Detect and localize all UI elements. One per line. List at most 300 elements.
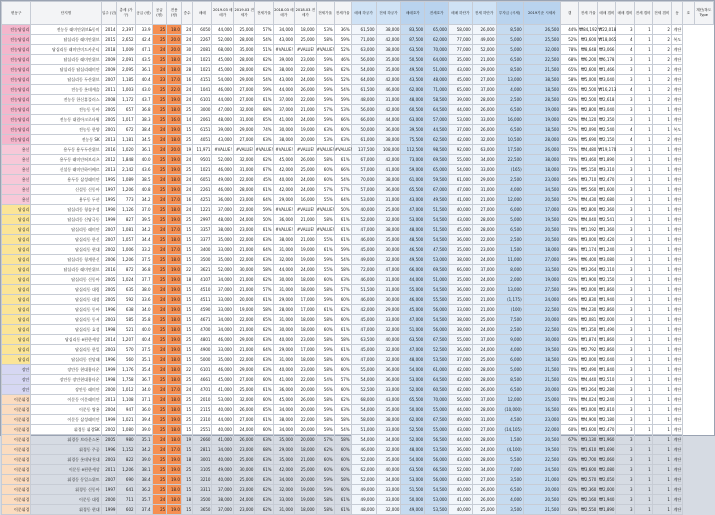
table-cell[interactable]: 3 xyxy=(616,55,634,65)
table-cell[interactable]: 37,000 xyxy=(212,205,234,215)
table-cell[interactable]: 3500 xyxy=(193,255,212,265)
table-cell[interactable]: 24,000 xyxy=(472,445,496,455)
table-cell[interactable]: 1 xyxy=(634,305,652,315)
table-cell[interactable]: 53,000 xyxy=(448,115,472,125)
table-cell[interactable]: 35.7 xyxy=(135,495,152,505)
table-cell[interactable]: 계단 xyxy=(671,255,682,265)
table-cell[interactable]: 18.0 xyxy=(167,425,182,435)
table-cell[interactable]: 25 xyxy=(152,35,167,45)
district-cell[interactable]: 용신 xyxy=(2,165,31,175)
table-cell[interactable]: 58% xyxy=(316,215,334,225)
table-cell[interactable]: 1 xyxy=(652,185,671,195)
table-cell[interactable]: 57,000 xyxy=(425,115,449,125)
table-cell[interactable]: 3 xyxy=(616,305,634,315)
complex-name-cell[interactable]: 휘경동 롯데낙천대 xyxy=(31,455,101,465)
table-cell[interactable]: 10,500 xyxy=(496,135,523,145)
column-header[interactable]: 호 xyxy=(683,2,694,25)
table-cell[interactable]: 21,000 xyxy=(233,345,255,355)
table-cell[interactable]: 47,000 xyxy=(401,315,425,325)
table-cell[interactable]: 48,500 xyxy=(401,235,425,245)
table-cell[interactable]: 24,000 xyxy=(295,75,317,85)
table-cell[interactable]: 3 xyxy=(616,405,634,415)
table-cell[interactable]: 35,000 xyxy=(233,45,255,55)
table-cell[interactable]: 42,000 xyxy=(448,135,472,145)
column-header[interactable]: 전세가율 xyxy=(255,2,273,25)
table-cell[interactable]: 48,000 xyxy=(401,445,425,455)
table-cell[interactable]: 1 xyxy=(652,465,671,475)
table-cell[interactable]: 58% xyxy=(316,155,334,165)
table-cell[interactable]: 24 xyxy=(181,85,192,95)
table-cell[interactable]: ₩3,600 xyxy=(579,35,598,45)
table-cell[interactable]: 38.5 xyxy=(135,175,152,185)
table-cell[interactable]: #VALUE! xyxy=(273,45,295,55)
table-cell[interactable]: ₩3,080 xyxy=(598,255,616,265)
table-cell[interactable]: 1997 xyxy=(101,185,117,195)
table-cell[interactable]: 19.0 xyxy=(167,275,182,285)
table-cell[interactable]: 21,000 xyxy=(472,195,496,205)
table-cell[interactable]: ₩3,600 xyxy=(579,465,598,475)
table-cell[interactable]: 2811 xyxy=(193,445,212,455)
table-cell[interactable]: 4 xyxy=(616,45,634,55)
table-cell[interactable]: 2 xyxy=(652,95,671,105)
table-cell[interactable]: 1 xyxy=(634,115,652,125)
table-cell[interactable]: 2007 xyxy=(101,235,117,245)
table-cell[interactable]: 25 xyxy=(181,415,192,425)
table-cell[interactable]: 27,000 xyxy=(233,375,255,385)
table-cell[interactable]: 33,000 xyxy=(212,345,234,355)
table-cell[interactable]: 15 xyxy=(181,475,192,485)
table-cell[interactable]: 61% xyxy=(334,235,351,245)
table-row[interactable] xyxy=(2,195,714,205)
table-cell[interactable]: 35,000 xyxy=(448,245,472,255)
table-cell[interactable]: 15 xyxy=(181,305,192,315)
table-cell[interactable]: ₩2,490 xyxy=(579,365,598,375)
table-cell[interactable]: 43,000 xyxy=(401,195,425,205)
table-cell[interactable]: 48,000 xyxy=(401,225,425,235)
table-cell[interactable]: 20,000 xyxy=(295,425,317,435)
table-cell[interactable]: 24,000 xyxy=(295,265,317,275)
table-cell[interactable]: 27,000 xyxy=(472,425,496,435)
table-cell[interactable]: 40.4 xyxy=(135,75,152,85)
table-row[interactable] xyxy=(2,215,714,225)
table-cell[interactable]: 63% xyxy=(255,365,273,375)
table-cell[interactable]: 계단 xyxy=(671,345,682,355)
table-cell[interactable]: 25 xyxy=(152,405,167,415)
table-cell[interactable]: 1 xyxy=(634,385,652,395)
table-cell[interactable]: 60% xyxy=(316,165,334,175)
complex-name-cell[interactable]: 용두동 래미안허브리츠 xyxy=(31,155,101,165)
table-cell[interactable]: 32,000 xyxy=(376,345,401,355)
table-row[interactable] xyxy=(2,155,714,165)
table-cell[interactable]: 28,000 xyxy=(472,435,496,445)
table-cell[interactable]: 1,206 xyxy=(117,465,135,475)
table-cell[interactable]: 31,000 xyxy=(273,245,295,255)
table-cell[interactable]: 62% xyxy=(255,325,273,335)
table-cell[interactable]: 36,000 xyxy=(376,365,401,375)
table-cell[interactable]: 53,000 xyxy=(401,475,425,485)
table-cell[interactable]: #VALUE! xyxy=(273,145,295,155)
table-cell[interactable]: 35.8 xyxy=(135,315,152,325)
table-cell[interactable]: 44,000 xyxy=(448,435,472,445)
table-cell[interactable]: 2 xyxy=(652,35,671,45)
table-cell[interactable]: 3 xyxy=(616,255,634,265)
table-cell[interactable]: ₩2,600 xyxy=(579,65,598,75)
table-cell[interactable]: 60% xyxy=(316,455,334,465)
table-cell[interactable]: 66,500 xyxy=(425,465,449,475)
table-cell[interactable]: 52,000 xyxy=(212,155,234,165)
table-cell[interactable]: 65% xyxy=(561,85,579,95)
table-cell[interactable]: 37,000 xyxy=(212,485,234,495)
table-cell[interactable]: 28,000 xyxy=(233,35,255,45)
table-cell[interactable]: 17.0 xyxy=(167,225,182,235)
table-cell[interactable]: 1 xyxy=(634,225,652,235)
table-cell[interactable]: 60% xyxy=(334,455,351,465)
table-cell[interactable]: 18 xyxy=(181,495,192,505)
table-cell[interactable]: 63% xyxy=(255,335,273,345)
table-cell[interactable]: 6,500 xyxy=(496,55,523,65)
table-cell[interactable]: 27,000 xyxy=(233,95,255,105)
column-header[interactable]: 총세 (가구) xyxy=(117,2,135,25)
table-cell[interactable]: 3 xyxy=(616,495,634,505)
table-cell[interactable]: ₩3,000 xyxy=(579,235,598,245)
table-cell[interactable]: 25,000 xyxy=(472,355,496,365)
table-cell[interactable]: 1,108 xyxy=(117,395,135,405)
table-cell[interactable]: 15 xyxy=(181,485,192,495)
district-cell[interactable]: 장안 xyxy=(2,375,31,385)
table-cell[interactable]: 22,500 xyxy=(523,325,560,335)
table-cell[interactable]: 70% xyxy=(561,365,579,375)
table-cell[interactable]: 38,000 xyxy=(448,325,472,335)
table-row[interactable] xyxy=(2,285,714,295)
table-cell[interactable]: 23,000 xyxy=(233,485,255,495)
column-header[interactable]: 전세 가율 xyxy=(579,2,598,25)
table-cell[interactable]: 43,500 xyxy=(401,75,425,85)
district-cell[interactable]: 답십리 xyxy=(2,255,31,265)
table-cell[interactable]: 1 xyxy=(634,265,652,275)
table-cell[interactable]: 54,000 xyxy=(351,435,376,445)
table-cell[interactable]: 57% xyxy=(255,25,273,35)
table-cell[interactable]: 43.5 xyxy=(135,55,152,65)
table-cell[interactable]: 711 xyxy=(117,495,135,505)
table-cell[interactable]: 46,000 xyxy=(351,235,376,245)
table-cell[interactable]: 2005 xyxy=(101,115,117,125)
table-cell[interactable]: 63,500 xyxy=(401,45,425,55)
table-cell[interactable]: 33,000 xyxy=(472,165,496,175)
table-cell[interactable]: 45,000 xyxy=(212,55,234,65)
table-cell[interactable]: 42,000 xyxy=(376,105,401,115)
table-cell[interactable]: 계단 xyxy=(671,445,682,455)
column-header[interactable]: 2018.03 매매가 xyxy=(273,2,295,25)
district-cell[interactable]: 전농답십리 xyxy=(2,65,31,75)
table-cell[interactable]: 61% xyxy=(334,345,351,355)
table-cell[interactable]: 22 xyxy=(181,365,192,375)
table-cell[interactable]: 52% xyxy=(334,45,351,55)
table-cell[interactable]: 63% xyxy=(561,205,579,215)
table-cell[interactable]: 24 xyxy=(152,145,167,155)
table-cell[interactable]: 1 xyxy=(634,95,652,105)
table-cell[interactable]: ₩4,440 xyxy=(579,375,598,385)
table-row[interactable] xyxy=(2,115,714,125)
table-cell[interactable]: 69,500 xyxy=(425,155,449,165)
table-cell[interactable]: 25 xyxy=(152,325,167,335)
table-cell[interactable]: 3 xyxy=(616,355,634,365)
table-cell[interactable]: 44,000 xyxy=(273,85,295,95)
table-cell[interactable]: 1 xyxy=(634,275,652,285)
table-cell[interactable]: 35,000 xyxy=(273,435,295,445)
table-cell[interactable]: 37,000 xyxy=(212,505,234,515)
table-cell[interactable]: 61% xyxy=(255,95,273,105)
table-row[interactable] xyxy=(2,485,714,495)
table-cell[interactable]: 1 xyxy=(652,265,671,275)
table-cell[interactable]: 19,000 xyxy=(295,255,317,265)
table-cell[interactable]: 36,000 xyxy=(376,375,401,385)
table-cell[interactable]: #VALUE! xyxy=(295,45,317,55)
column-header[interactable]: 변동구 xyxy=(2,2,31,25)
table-cell[interactable]: 59% xyxy=(334,35,351,45)
table-cell[interactable]: 19.0 xyxy=(167,455,182,465)
table-cell[interactable]: 19.0 xyxy=(167,215,182,225)
table-row[interactable] xyxy=(2,405,714,415)
table-cell[interactable]: 25,000 xyxy=(376,205,401,215)
table-cell[interactable]: 19,000 xyxy=(523,105,560,115)
table-cell[interactable]: 19.0 xyxy=(167,505,182,515)
table-cell[interactable]: 29,000 xyxy=(273,445,295,455)
table-cell[interactable]: 1 xyxy=(652,365,671,375)
table-cell[interactable]: 58% xyxy=(255,305,273,315)
table-cell[interactable]: 20,000 xyxy=(295,135,317,145)
table-cell[interactable]: 560 xyxy=(117,355,135,365)
district-cell[interactable]: 답십리 xyxy=(2,245,31,255)
table-cell[interactable]: 18.0 xyxy=(167,315,182,325)
table-cell[interactable]: 38,500 xyxy=(523,75,560,85)
table-cell[interactable]: 28,000 xyxy=(523,135,560,145)
table-cell[interactable]: 18,500 xyxy=(523,85,560,95)
table-cell[interactable]: 61% xyxy=(334,225,351,235)
complex-name-cell[interactable]: 휘경동 현대 xyxy=(31,505,101,515)
table-cell[interactable]: 47,000 xyxy=(401,345,425,355)
table-cell[interactable]: 43,000 xyxy=(448,455,472,465)
table-cell[interactable]: 27,000 xyxy=(472,475,496,485)
table-cell[interactable]: 62% xyxy=(561,475,579,485)
table-row[interactable] xyxy=(2,175,714,185)
table-cell[interactable]: 1 xyxy=(652,345,671,355)
table-cell[interactable]: 18,000 xyxy=(295,275,317,285)
table-cell[interactable]: 29,000 xyxy=(233,365,255,375)
column-header[interactable]: 전세가율 xyxy=(316,2,334,25)
complex-name-cell[interactable]: 전농동 대림아크로타워 xyxy=(31,115,101,125)
table-cell[interactable]: 1,758 xyxy=(117,375,135,385)
table-cell[interactable]: 1 xyxy=(652,155,671,165)
complex-name-cell[interactable]: 전농동 동아 xyxy=(31,105,101,115)
table-cell[interactable]: 1 xyxy=(634,295,652,305)
column-header[interactable]: 갭 xyxy=(561,2,579,25)
table-cell[interactable]: 1 xyxy=(634,125,652,135)
complex-name-cell[interactable]: 답십리동 효성 xyxy=(31,325,101,335)
table-cell[interactable]: 67,500 xyxy=(425,415,449,425)
table-cell[interactable]: 64,500 xyxy=(425,105,449,115)
table-cell[interactable]: 4107 xyxy=(193,275,212,285)
table-cell[interactable]: ₩2,470 xyxy=(598,175,616,185)
table-cell[interactable]: 57% xyxy=(316,185,334,195)
district-cell[interactable]: 용신 xyxy=(2,195,31,205)
table-cell[interactable]: 2005 xyxy=(101,285,117,295)
table-cell[interactable]: 602 xyxy=(117,505,135,515)
table-cell[interactable]: 18,000 xyxy=(523,245,560,255)
table-cell[interactable]: 18.0 xyxy=(167,485,182,495)
table-cell[interactable]: 34,000 xyxy=(273,475,295,485)
table-cell[interactable]: 2081 xyxy=(193,45,212,55)
table-cell[interactable]: 계단 xyxy=(671,65,682,75)
table-cell[interactable]: 26,000 xyxy=(295,85,317,95)
table-cell[interactable]: 2018 xyxy=(101,45,117,55)
table-cell[interactable]: 28,000 xyxy=(472,405,496,415)
table-cell[interactable]: 61% xyxy=(316,305,334,315)
table-cell[interactable]: 계단 xyxy=(671,95,682,105)
table-cell[interactable]: 66% xyxy=(561,405,579,415)
table-cell[interactable]: 33,000 xyxy=(212,295,234,305)
table-cell[interactable]: ₩2,618 xyxy=(598,95,616,105)
table-cell[interactable]: 1 xyxy=(634,205,652,215)
district-cell[interactable]: 답십리 xyxy=(2,335,31,345)
table-cell[interactable]: 44,000 xyxy=(212,415,234,425)
table-cell[interactable]: 2013 xyxy=(101,395,117,405)
table-cell[interactable]: 25 xyxy=(152,425,167,435)
column-header[interactable]: 입주 (년) xyxy=(101,2,117,25)
table-cell[interactable]: 58,000 xyxy=(351,415,376,425)
complex-name-cell[interactable]: 전농동 롯데캐슬 xyxy=(31,85,101,95)
table-cell[interactable]: 3 xyxy=(616,155,634,165)
table-cell[interactable]: 18 xyxy=(181,275,192,285)
table-cell[interactable]: 63% xyxy=(561,505,579,515)
table-cell[interactable]: 26,000 xyxy=(472,105,496,115)
table-cell[interactable]: 3 xyxy=(616,195,634,205)
table-cell[interactable]: 3 xyxy=(616,425,634,435)
table-cell[interactable]: 137,500 xyxy=(351,145,376,155)
complex-name-cell[interactable]: 이문동 e편한세상 xyxy=(31,465,101,475)
table-cell[interactable]: 65% xyxy=(255,405,273,415)
table-row[interactable] xyxy=(2,345,714,355)
table-cell[interactable]: 19.0 xyxy=(167,265,182,275)
table-cell[interactable]: 34.4 xyxy=(135,235,152,245)
table-cell[interactable]: 50,000 xyxy=(401,495,425,505)
district-cell[interactable]: 답십리 xyxy=(2,235,31,245)
table-cell[interactable]: 58% xyxy=(316,65,334,75)
column-header[interactable]: 공급 (평) xyxy=(135,2,152,25)
table-cell[interactable]: 계단 xyxy=(671,85,682,95)
table-row[interactable] xyxy=(2,455,714,465)
table-cell[interactable]: 3 xyxy=(616,165,634,175)
table-cell[interactable]: 16,000 xyxy=(496,115,523,125)
table-cell[interactable]: 1 xyxy=(652,165,671,175)
table-cell[interactable]: 19.0 xyxy=(167,295,182,305)
table-cell[interactable]: 3 xyxy=(616,385,634,395)
column-header[interactable]: 2019.03 매매가 xyxy=(212,2,234,25)
table-cell[interactable]: 53,000 xyxy=(425,495,449,505)
table-cell[interactable]: 20.0 xyxy=(167,35,182,45)
table-cell[interactable]: 18.0 xyxy=(167,55,182,65)
table-cell[interactable]: #VALUE! xyxy=(255,145,273,155)
table-cell[interactable]: 20,500 xyxy=(523,195,560,205)
table-cell[interactable]: 2011 xyxy=(101,85,117,95)
table-cell[interactable]: 1 xyxy=(634,35,652,45)
table-cell[interactable]: 2,500 xyxy=(496,325,523,335)
table-cell[interactable]: 62,000 xyxy=(401,415,425,425)
table-cell[interactable]: ₩1,240 xyxy=(598,245,616,255)
table-cell[interactable]: 39,000 xyxy=(273,55,295,65)
table-cell[interactable]: 2,397 xyxy=(117,25,135,35)
table-cell[interactable]: 54,000 xyxy=(351,65,376,75)
table-cell[interactable]: 58% xyxy=(334,435,351,445)
table-cell[interactable]: ₩2,110 xyxy=(598,265,616,275)
table-cell[interactable]: 872 xyxy=(117,265,135,275)
table-cell[interactable]: 44,500 xyxy=(425,125,449,135)
table-cell[interactable]: 2261 xyxy=(193,185,212,195)
table-cell[interactable]: 37,000 xyxy=(472,265,496,275)
table-cell[interactable]: 61% xyxy=(561,465,579,475)
table-cell[interactable]: 40,000 xyxy=(448,505,472,515)
table-cell[interactable]: 38,000 xyxy=(448,315,472,325)
table-cell[interactable]: 1 xyxy=(652,195,671,205)
table-cell[interactable]: 66,000 xyxy=(401,265,425,275)
table-cell[interactable]: 39.0 xyxy=(135,455,152,465)
table-cell[interactable]: 35,000 xyxy=(376,405,401,415)
table-cell[interactable]: 20,000 xyxy=(295,385,317,395)
table-cell[interactable]: 12,000 xyxy=(496,195,523,205)
table-cell[interactable]: 46,000 xyxy=(351,295,376,305)
table-cell[interactable]: 계단 xyxy=(671,25,682,35)
table-cell[interactable]: 26,000 xyxy=(472,385,496,395)
table-cell[interactable]: 2007 xyxy=(101,75,117,85)
table-cell[interactable]: 63% xyxy=(255,135,273,145)
table-cell[interactable]: 3 xyxy=(616,455,634,465)
table-cell[interactable]: 51,500 xyxy=(425,205,449,215)
table-cell[interactable]: 34.2 xyxy=(135,195,152,205)
table-cell[interactable]: 61% xyxy=(561,325,579,335)
column-header[interactable]: 층수 xyxy=(181,2,192,25)
table-cell[interactable]: ₩5,000 xyxy=(579,75,598,85)
table-cell[interactable]: 21,500 xyxy=(523,505,560,515)
table-cell[interactable]: 62,000 xyxy=(401,85,425,95)
table-cell[interactable]: 계단 xyxy=(671,315,682,325)
table-cell[interactable]: 59,000 xyxy=(401,165,425,175)
table-cell[interactable]: 1999 xyxy=(101,505,117,515)
table-cell[interactable]: 24 xyxy=(181,205,192,215)
table-cell[interactable]: 24 xyxy=(152,285,167,295)
table-cell[interactable]: 19,000 xyxy=(295,245,317,255)
table-cell[interactable]: 1999 xyxy=(101,215,117,225)
table-cell[interactable]: 1 xyxy=(634,45,652,55)
table-cell[interactable]: ₩2,160 xyxy=(579,495,598,505)
table-cell[interactable]: 21,000 xyxy=(523,475,560,485)
table-cell[interactable]: 8,500 xyxy=(496,25,523,35)
table-cell[interactable]: 2003 xyxy=(101,345,117,355)
table-cell[interactable]: ₩2,541 xyxy=(598,215,616,225)
table-cell[interactable]: 28,000 xyxy=(472,375,496,385)
district-cell[interactable]: 장안 xyxy=(2,385,31,395)
table-cell[interactable]: 1,020 xyxy=(117,145,135,155)
table-cell[interactable]: 1 xyxy=(652,285,671,295)
table-cell[interactable]: 3400 xyxy=(193,245,212,255)
table-cell[interactable]: ₩2,420 xyxy=(598,235,616,245)
table-cell[interactable]: 58% xyxy=(316,315,334,325)
table-cell[interactable]: 54,000 xyxy=(401,365,425,375)
table-cell[interactable]: 40.0 xyxy=(135,155,152,165)
table-cell[interactable]: 20,000 xyxy=(523,385,560,395)
table-cell[interactable]: 60% xyxy=(334,125,351,135)
table-cell[interactable]: 69,500 xyxy=(425,265,449,275)
table-cell[interactable]: 1998 xyxy=(101,325,117,335)
table-cell[interactable]: 35,000 xyxy=(212,355,234,365)
